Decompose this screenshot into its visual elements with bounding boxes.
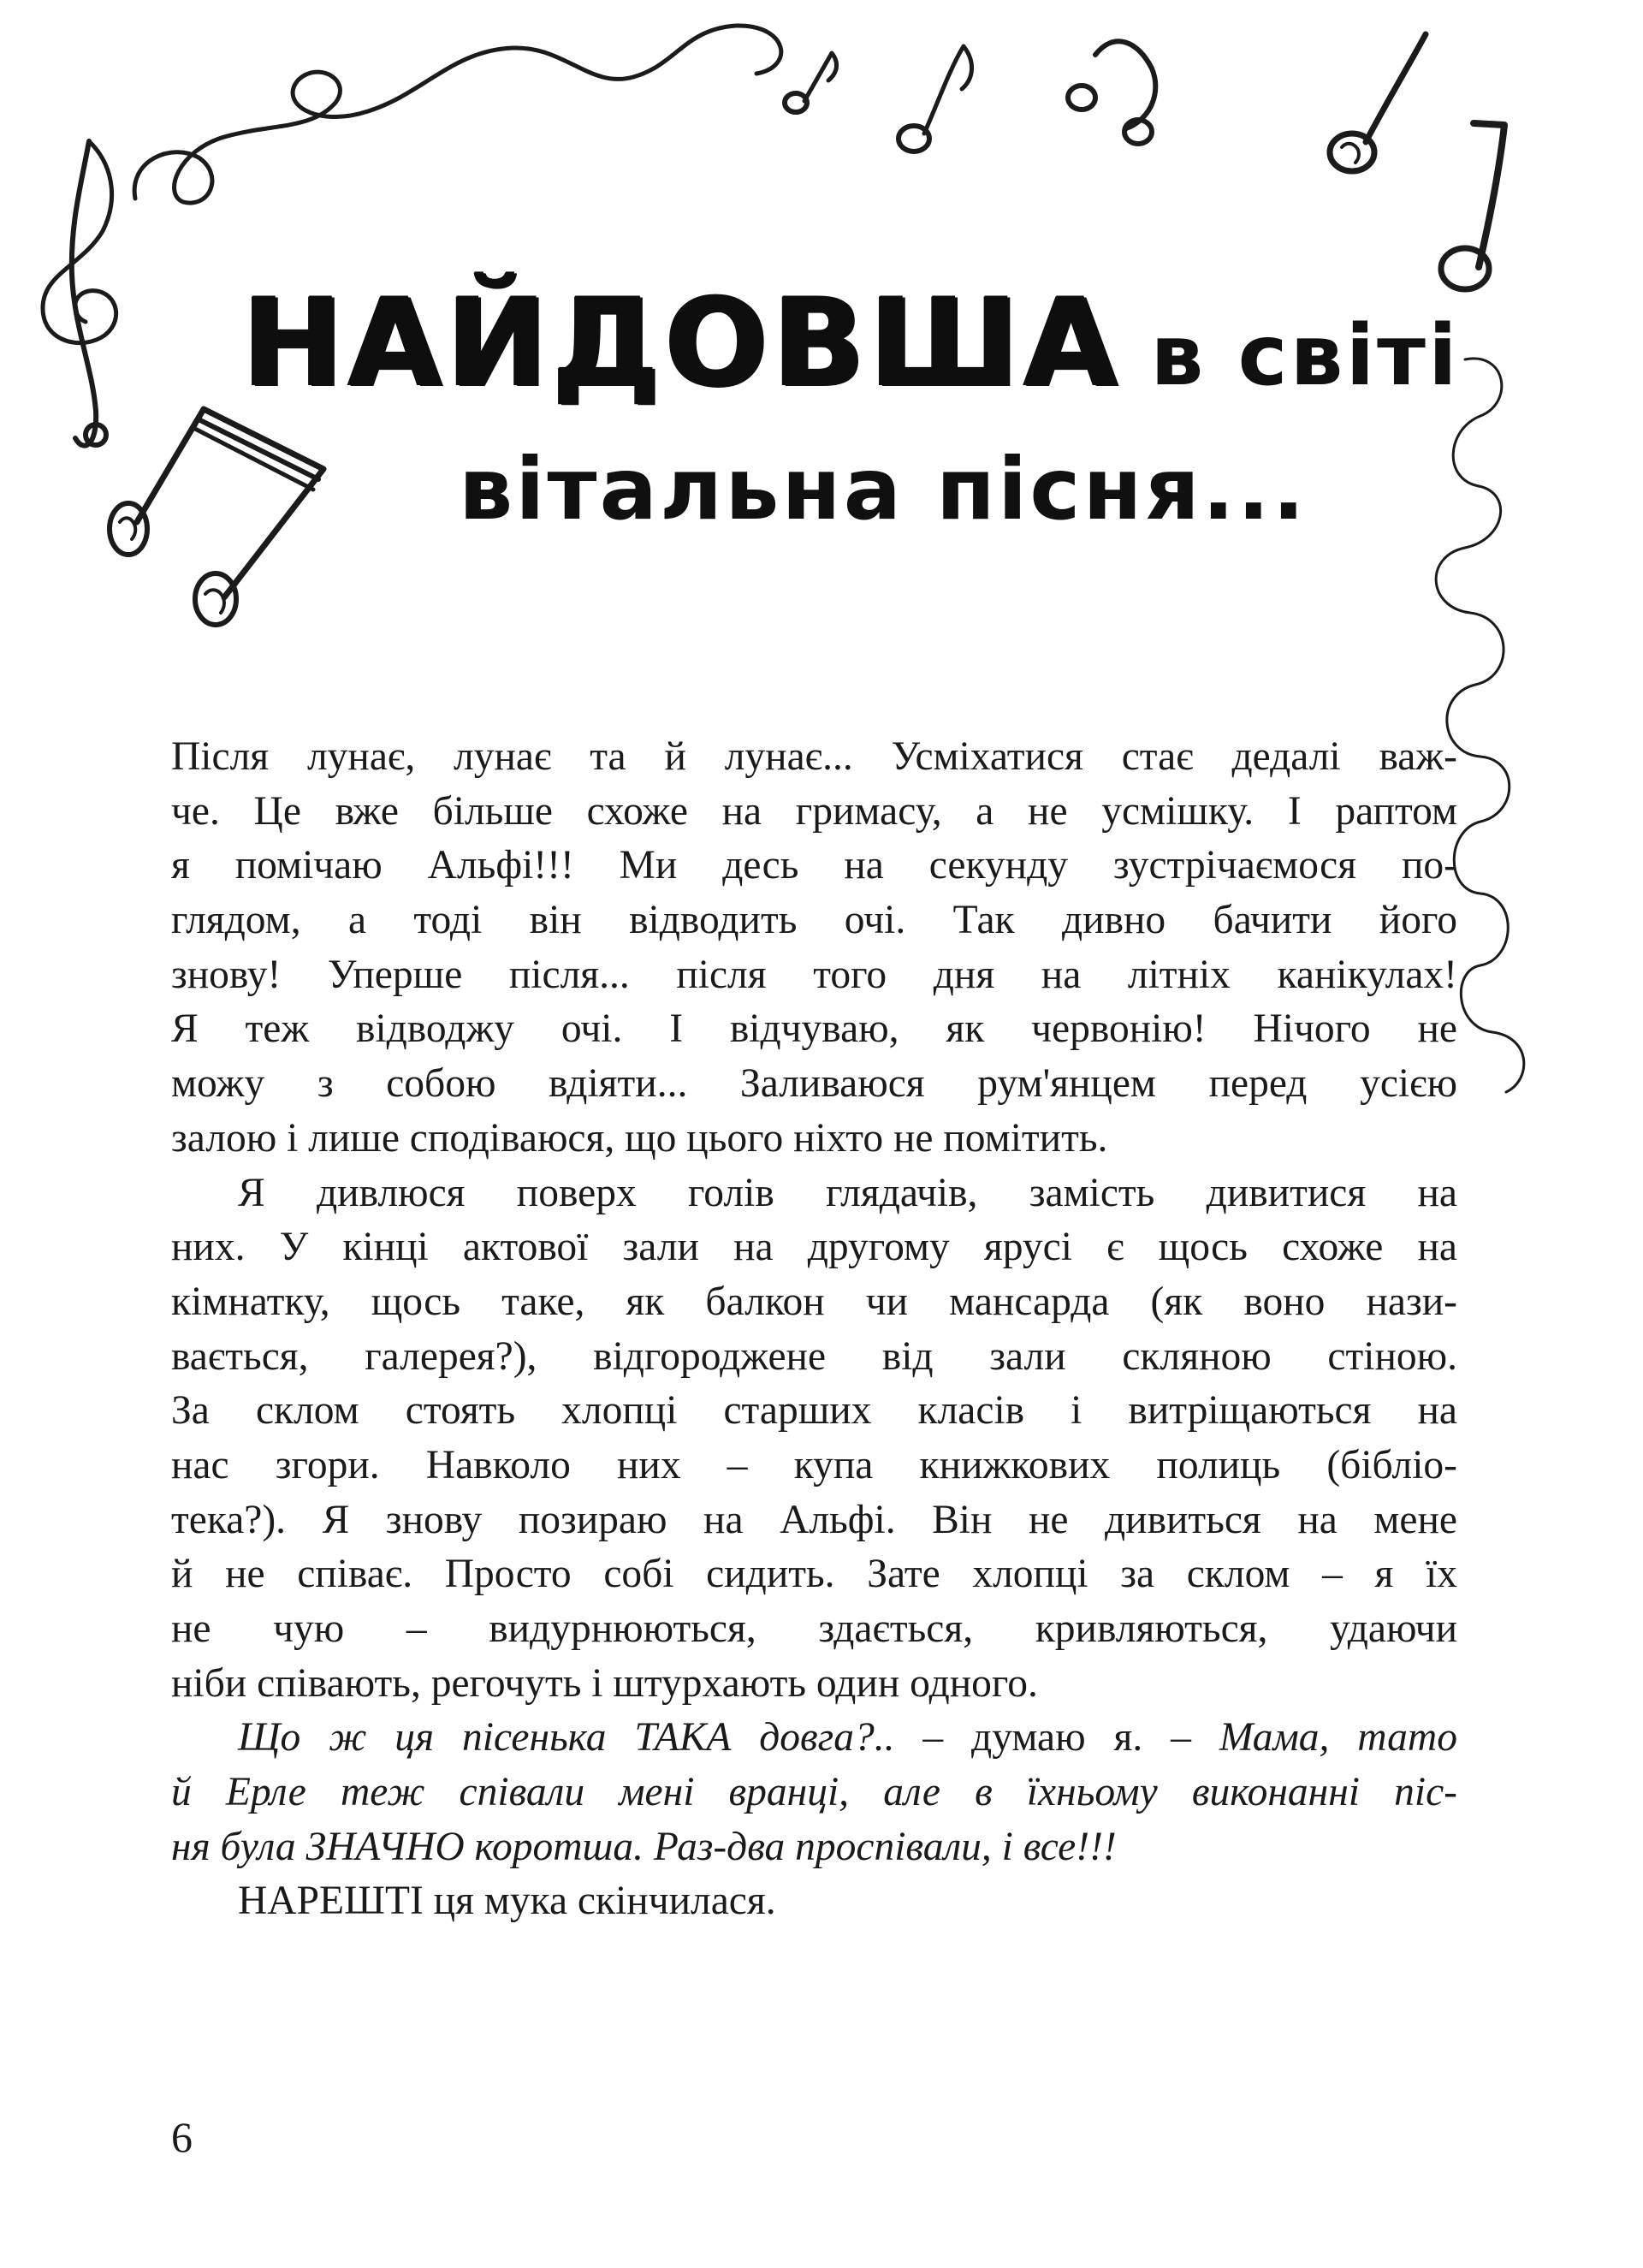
text-line: кімнатку, щось таке, як балкон чи мансарда (як воно нази- xyxy=(171,1279,1457,1324)
text-line: залою і лише сподіваюся, що цього ніхто не помітить. xyxy=(171,1115,1108,1161)
page-number: 6 xyxy=(171,2113,193,2161)
chapter-title-line-1 xyxy=(241,272,1460,413)
text-line: че. Це вже більше схоже на гримасу, а не усмішку. І раптом xyxy=(171,788,1457,834)
text-line: За склом стоять хлопці старших класів і витріщаються на xyxy=(171,1388,1457,1434)
text-line: можу з собою вдіяти... Заливаюся рум'янцем перед усією xyxy=(171,1061,1457,1107)
text-line: знову! Уперше після... після того дня на літніх канікулах! xyxy=(171,952,1457,997)
chapter-body-text xyxy=(171,730,1457,1929)
italic-thought: Мама, тато xyxy=(1219,1715,1457,1760)
text-line-italic: ня була ЗНАЧНО коротша. Раз-два проспівали, і все!!! xyxy=(171,1824,1117,1869)
text-line: тека?). Я знову позираю на Альфі. Він не дивиться на мене xyxy=(171,1497,1457,1542)
text-line: них. У кінці актової зали на другому ярусі є щось схоже на xyxy=(171,1225,1457,1270)
text-line-thought xyxy=(171,1711,1457,1766)
text-line: Я теж відводжу очі. І відчуваю, як червонію! Нічого не xyxy=(171,1006,1457,1052)
text-line: Після лунає, лунає та й лунає... Усміхатися стає дедалі важ- xyxy=(171,734,1457,779)
text-line: я помічаю Альфі!!! Ми десь на секунду зустрічаємося по- xyxy=(171,843,1457,888)
text-line: вається, галерея?), відгороджене від зали скляною стіною. xyxy=(171,1333,1457,1379)
chapter-title-line-2 xyxy=(459,439,1308,539)
title-word-greeting-song: вітальна пісня... xyxy=(459,439,1308,539)
text-line: ніби співають, регочуть і штурхають один одного. xyxy=(171,1660,1038,1706)
text-line: Я дивлюся поверх голів глядачів, замість дивитися на xyxy=(238,1170,1457,1215)
italic-thought: Що ж ця пісенька ТАКА довга?.. xyxy=(238,1715,895,1760)
title-emphasis-word: НАЙДОВША xyxy=(241,272,1122,413)
text-line: нас згори. Навколо них – купа книжкових полиць (бібліо- xyxy=(171,1442,1457,1487)
chapter-title xyxy=(0,0,1643,599)
text-line: НАРЕШТІ ця мука скінчилася. xyxy=(238,1879,776,1924)
title-word-in-world: в світі xyxy=(1150,307,1460,405)
text-line: не чую – видурнюються, здається, кривляються, удаючи xyxy=(171,1606,1457,1651)
text-line: й не співає. Просто собі сидить. Зате хлопці за склом – я їх xyxy=(171,1552,1457,1597)
narration: – думаю я. – xyxy=(894,1715,1219,1760)
text-line-italic: й Ерле теж співали мені вранці, але в їхньому виконанні піс- xyxy=(171,1770,1457,1815)
text-line: глядом, а тоді він відводить очі. Так дивно бачити його xyxy=(171,898,1457,943)
